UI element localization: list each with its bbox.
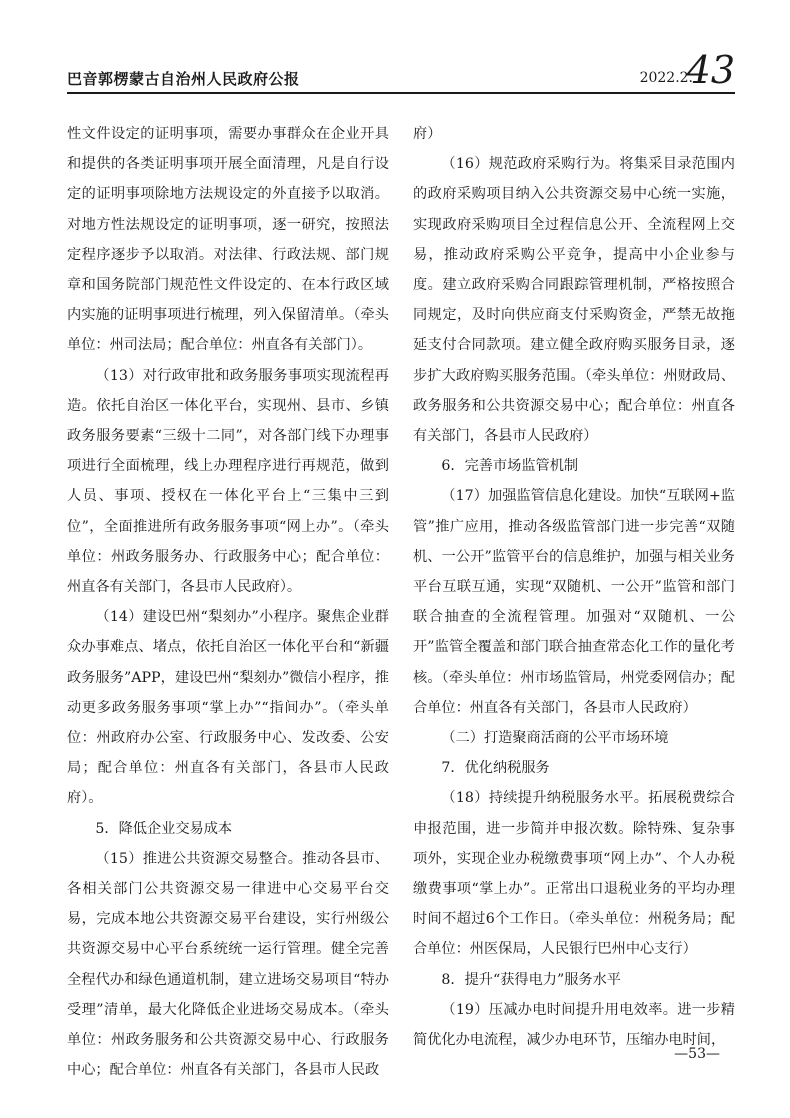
- section-heading: （二）打造聚商活商的公平市场环境: [441, 730, 669, 747]
- left-column: [67, 119, 389, 1086]
- paragraph: （18）持续提升纳税服务水平。拓展税费综合申报范围，进一步简并申报次数。除特殊、复杂事项外，实现企业办税缴费事项“网上办”、个人办税缴费事项“掌上办”。正常出口退税业务的平均办理时间不超过6个工作日。（牵头单位：州税务局；配合单位：州医保局，人民银行巴州中心支行）: [413, 790, 735, 958]
- section-heading: 5．降低企业交易成本: [95, 820, 233, 837]
- paragraph: 府）: [413, 126, 442, 142]
- page-number: —53—: [674, 1046, 720, 1062]
- issue-date: 2022.2.: [639, 70, 693, 86]
- section-heading: 8．提升“获得电力”服务水平: [441, 971, 621, 988]
- header-rule: [67, 92, 735, 94]
- paragraph: 性文件设定的证明事项，需要办事群众在企业开具和提供的各类证明事项开展全面清理，凡是自行设定的证明事项除地方法规设定的外直接予以取消。对地方性法规设定的证明事项，逐一研究，按照法定程序逐步予以取消。对法律、行政法规、部门规章和国务院部门规范性文件设定的、在本行政区域内实施的证明事项进行梳理，列入保留清单。（牵头单位：州司法局；配合单位：州直各有关部门）。: [67, 126, 389, 354]
- paragraph: （19）压减办电时间提升用电效率。进一步精简优化办电流程，减少办电环节，压缩办电时间，: [413, 1001, 735, 1049]
- publication-title: 巴音郭楞蒙古自治州人民政府公报: [67, 70, 300, 88]
- section-heading: 7．优化纳税服务: [441, 760, 550, 777]
- paragraph: （13）对行政审批和政务服务事项实现流程再造。依托自治区一体化平台，实现州、县市、乡镇政务服务要素“三级十二同”，对各部门线下办理事项进行全面梳理，线上办理程序进行再规范，做到人员、事项、授权在一体化平台上“三集中三到位”，全面推进所有政务服务事项“网上办”。（牵头单位：州政务服务办、行政服务中心；配合单位：州直各有关部门，各县市人民政府）。: [67, 367, 389, 596]
- paragraph: （16）规范政府采购行为。将集采目录范围内的政府采购项目纳入公共资源交易中心统一实施，实现政府采购项目全过程信息公开、全流程网上交易，推动政府采购公平竞争，提高中小企业参与度。建立政府采购合同跟踪管理机制，严格按照合同规定，及时向供应商支付采购资金，严禁无故拖延支付合同款项。建立健全政府购买服务目录，逐步扩大政府购买服务范围。（牵头单位：州财政局、政务服务和公共资源交易中心；配合单位：州直各有关部门，各县市人民政府）: [413, 156, 735, 445]
- paragraph: （14）建设巴州“梨刻办”小程序。聚焦企业群众办事难点、堵点，依托自治区一体化平台和“新疆政务服务”APP，建设巴州“梨刻办”微信小程序，推动更多政务服务事项“掌上办”“指间办”。（牵头单位：州政府办公室、行政服务中心、发改委、公安局；配合单位：州直各有关部门，各县市人民政府）。: [67, 609, 389, 807]
- right-column: [413, 119, 735, 1055]
- issue-number: 43: [686, 48, 735, 92]
- paragraph: （15）推进公共资源交易整合。推动各县市、各相关部门公共资源交易一律进中心交易平台交易，完成本地公共资源交易平台建设，实行州级公共资源交易中心平台系统统一运行管理。健全完善全程代办和绿色通道机制，建立进场交易项目“特办受理”清单，最大化降低企业进场交易成本。（牵头单位：州政务服务和公共资源交易中心、行政服务中心；配合单位：州直各有关部门，各县市人民政: [67, 850, 389, 1079]
- paragraph: （17）加强监管信息化建设。加快“互联网+监管”推广应用，推动各级监管部门进一步完善“双随机、一公开”监管平台的信息维护，加强与相关业务平台互联互通，实现“双随机、一公开”监管和部门联合抽查的全流程管理。加强对“双随机、一公开”监管全覆盖和部门联合抽查常态化工作的量化考核。（牵头单位：州市场监管局，州党委网信办；配合单位：州直各有关部门，各县市人民政府）: [413, 488, 735, 716]
- section-heading: 6．完善市场监管机制: [441, 458, 579, 475]
